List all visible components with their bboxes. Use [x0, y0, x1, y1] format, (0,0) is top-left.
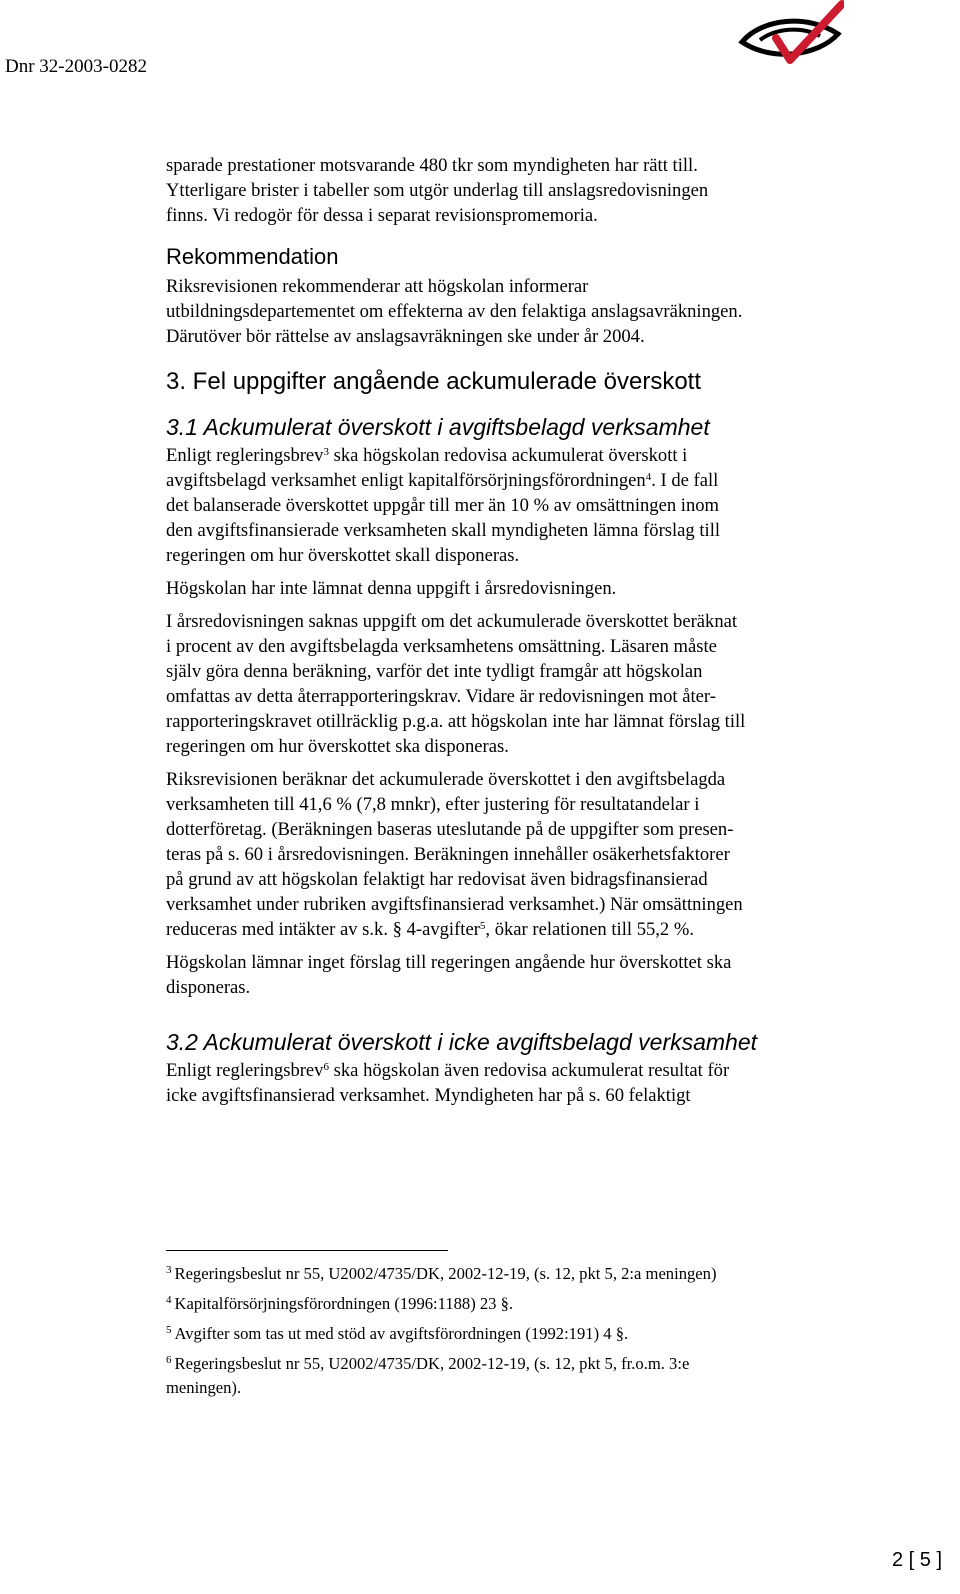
subsection-heading: 3.2 Ackumulerat överskott i icke avgiftsbelagd verksamhet	[166, 1029, 758, 1055]
text-line: utbildningsdepartementet om effekterna av den felaktiga anslagsavräkningen.	[166, 301, 743, 322]
page-number: 2 [ 5 ]	[891, 1549, 942, 1571]
body-text	[166, 153, 866, 1108]
footnote-text: Kapitalförsörjningsförordningen (1996:1188) 23 §.	[174, 1294, 514, 1313]
text-line: Högskolan lämnar inget förslag till regeringen angående hur överskottet ska	[166, 952, 732, 973]
text-line: den avgiftsfinansierade verksamheten skall myndigheten lämna förslag till	[166, 520, 721, 541]
section-heading: 3. Fel uppgifter angående ackumulerade överskott	[166, 368, 701, 395]
text-line: finns. Vi redogör för dessa i separat revisionspromemoria.	[166, 205, 598, 226]
footnote-text: Regeringsbeslut nr 55, U2002/4735/DK, 2002-12-19, (s. 12, pkt 5, fr.o.m. 3:e	[174, 1354, 690, 1373]
text-line: regeringen om hur överskottet ska disponeras.	[166, 736, 509, 757]
text-line: själv göra denna beräkning, varför det inte tydligt framgår att högskolan	[166, 661, 703, 682]
text-line: rapporteringskravet otillräcklig p.g.a. att högskolan inte har lämnat förslag till	[166, 711, 746, 732]
text-line: verksamheten till 41,6 % (7,8 mnkr), efter justering för resultatandelar i	[166, 794, 700, 815]
text-line: Därutöver bör rättelse av anslagsavräkningen ske under år 2004.	[166, 326, 645, 347]
footnote-number: 3	[166, 1264, 172, 1276]
footnote-ref: 5	[479, 920, 486, 932]
text-line: Riksrevisionen beräknar det ackumulerade överskottet i den avgiftsbelagda	[166, 769, 726, 790]
text-line: det balanserade överskottet uppgår till mer än 10 % av omsättningen inom	[166, 495, 720, 516]
text-line: omfattas av detta återrapporteringskrav. Vidare är redovisningen mot åter-	[166, 686, 716, 707]
footnote-text: Regeringsbeslut nr 55, U2002/4735/DK, 2002-12-19, (s. 12, pkt 5, 2:a meningen)	[174, 1264, 717, 1283]
footnote	[166, 1322, 866, 1346]
footnotes	[166, 1262, 866, 1406]
paragraph	[166, 767, 866, 942]
text-line: Enligt regleringsbrev$^3$ ska högskolan redovisa ackumulerat överskott i	[166, 445, 688, 466]
text-line: I årsredovisningen saknas uppgift om det ackumulerade överskottet beräknat	[166, 611, 738, 632]
document-reference: Dnr 32-2003-0282	[5, 56, 147, 77]
footnote-number: 6	[166, 1354, 172, 1366]
text-line: icke avgiftsfinansierad verksamhet. Myndigheten har på s. 60 felaktigt	[166, 1085, 691, 1106]
text-line: på grund av att högskolan felaktigt har redovisat även bidragsfinansierad	[166, 869, 708, 890]
text-line: Riksrevisionen rekommenderar att högskolan informerar	[166, 276, 589, 297]
riksrevisionen-logo-icon	[738, 0, 844, 78]
footnote-text: meningen).	[166, 1378, 242, 1397]
paragraph	[166, 609, 866, 759]
text-line: dotterföretag. (Beräkningen baseras uteslutande på de uppgifter som presen-	[166, 819, 734, 840]
intro-paragraph	[166, 153, 866, 228]
text-line: teras på s. 60 i årsredovisningen. Beräkningen innehåller osäkerhetsfaktorer	[166, 844, 730, 865]
footnote-divider	[166, 1250, 448, 1251]
text-line: verksamhet under rubriken avgiftsfinansierad verksamhet.) När omsättningen	[166, 894, 743, 915]
paragraph	[166, 950, 866, 1000]
paragraph	[166, 443, 866, 568]
text-line: regeringen om hur överskottet skall disponeras.	[166, 545, 520, 566]
text-line: reduceras med intäkter av s.k. § 4-avgifter$^5$, ökar relationen till 55,2 %.	[166, 919, 695, 940]
paragraph	[166, 1058, 866, 1108]
footnote	[166, 1262, 866, 1286]
rekommendation-heading: Rekommendation	[166, 244, 339, 269]
text-line: sparade prestationer motsvarande 480 tkr som myndigheten har rätt till.	[166, 155, 698, 176]
footnote-ref: 4	[645, 471, 652, 483]
text-line: Enligt regleringsbrev$^6$ ska högskolan även redovisa ackumulerat resultat för	[166, 1060, 730, 1081]
text-line: disponeras.	[166, 977, 251, 998]
footnote-ref: 6	[323, 1061, 329, 1073]
text-line: Ytterligare brister i tabeller som utgör underlag till anslagsredovisningen	[166, 180, 709, 201]
footnote	[166, 1352, 866, 1400]
footnote-ref: 3	[323, 446, 329, 458]
subsection-heading: 3.1 Ackumulerat överskott i avgiftsbelagd verksamhet	[166, 414, 710, 440]
text-line: avgiftsbelagd verksamhet enligt kapitalförsörjningsförordningen$^4$. I de fall	[166, 470, 719, 491]
footnote	[166, 1292, 866, 1316]
footnote-text: Avgifter som tas ut med stöd av avgiftsförordningen (1992:191) 4 §.	[174, 1324, 629, 1343]
text-line: Högskolan har inte lämnat denna uppgift i årsredovisningen.	[166, 578, 617, 599]
rekommendation-paragraph	[166, 274, 866, 349]
text-line: i procent av den avgiftsbelagda verksamhetens omsättning. Läsaren måste	[166, 636, 717, 657]
paragraph	[166, 576, 866, 601]
footnote-number: 4	[166, 1294, 172, 1306]
footnote-number: 5	[166, 1324, 172, 1336]
